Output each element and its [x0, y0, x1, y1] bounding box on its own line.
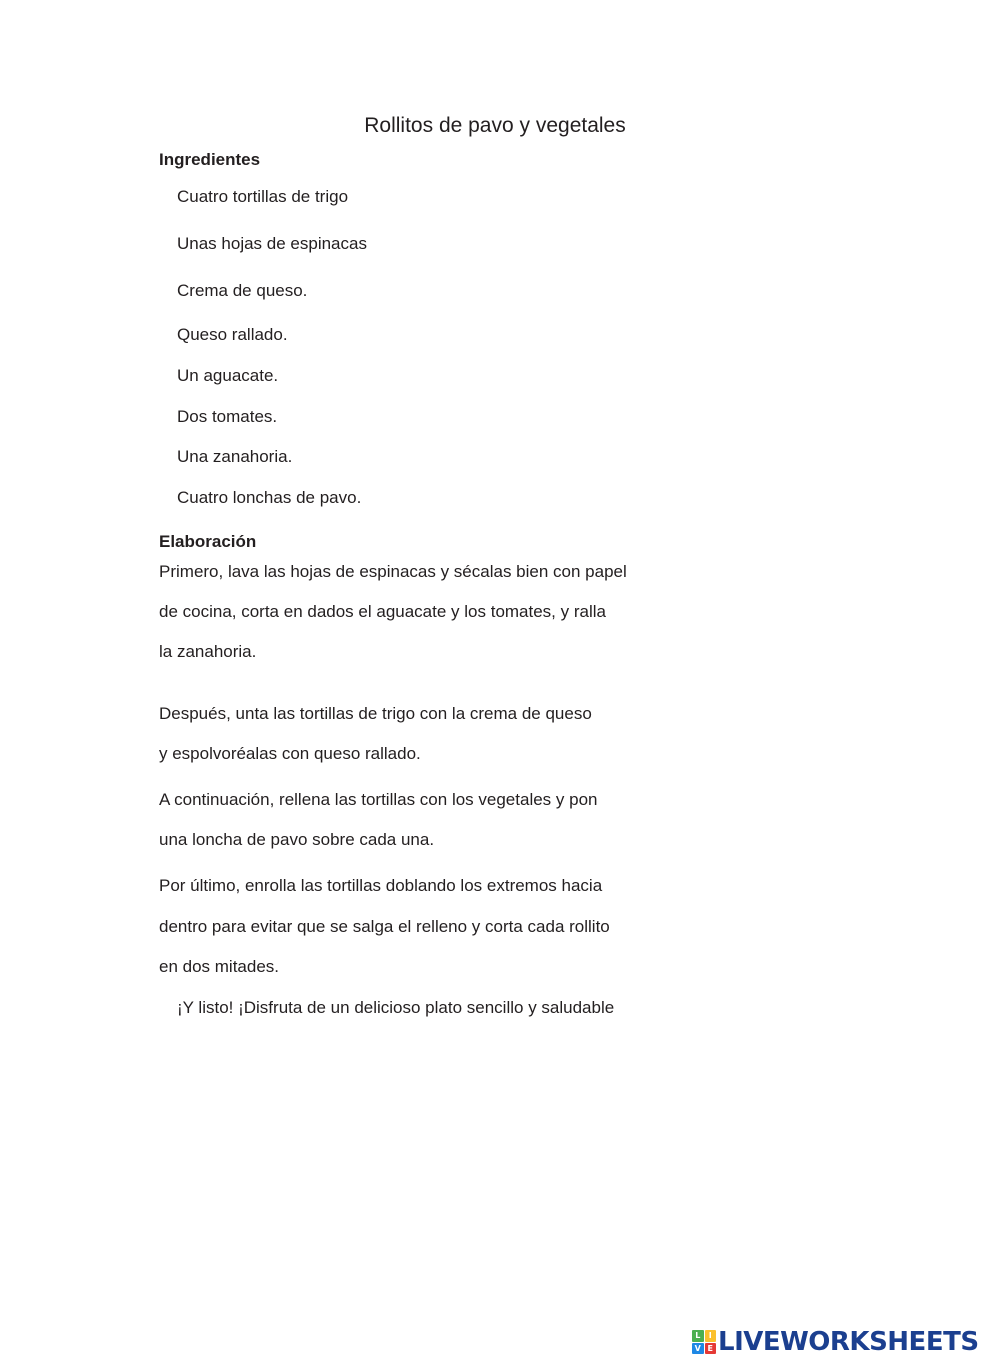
ingredient-item: Una zanahoria. [177, 447, 293, 466]
logo-mark-cell: I [705, 1330, 717, 1342]
closing-line: ¡Y listo! ¡Disfruta de un delicioso plato sencillo y saludable [177, 998, 615, 1017]
ingredient-item: Unas hojas de espinacas [177, 234, 367, 253]
elaboration-line: y espolvoréalas con queso rallado. [159, 744, 421, 763]
elaboration-line: A continuación, rellena las tortillas con los vegetales y pon [159, 790, 598, 809]
liveworksheets-logo[interactable] [692, 1328, 979, 1356]
elaboration-line: en dos mitades. [159, 957, 280, 976]
logo-mark-cell: L [692, 1330, 704, 1342]
logo-mark-cell: E [705, 1343, 717, 1355]
elaboration-line: de cocina, corta en dados el aguacate y los tomates, y ralla [159, 602, 606, 621]
recipe-title: Rollitos de pavo y vegetales [364, 114, 626, 137]
liveworksheets-logo-icon [692, 1330, 716, 1354]
elaboration-line: dentro para evitar que se salga el relleno y corta cada rollito [159, 917, 610, 936]
ingredient-item: Queso rallado. [177, 325, 288, 344]
elaboration-line: una loncha de pavo sobre cada una. [159, 830, 435, 849]
elaboration-line: Primero, lava las hojas de espinacas y sécalas bien con papel [159, 562, 627, 581]
ingredient-item: Un aguacate. [177, 366, 279, 385]
elaboration-line: la zanahoria. [159, 642, 257, 661]
ingredient-item: Crema de queso. [177, 281, 308, 300]
logo-mark-cell: V [692, 1343, 704, 1355]
elaboration-line: Después, unta las tortillas de trigo con la crema de queso [159, 704, 592, 723]
elaboration-heading: Elaboración [159, 532, 257, 551]
ingredients-heading: Ingredientes [159, 150, 261, 169]
ingredient-item: Cuatro tortillas de trigo [177, 187, 349, 206]
liveworksheets-logo-text: LIVEWORKSHEETS [718, 1327, 979, 1357]
ingredient-item: Dos tomates. [177, 407, 278, 426]
elaboration-line: Por último, enrolla las tortillas doblando los extremos hacia [159, 876, 603, 895]
ingredient-item: Cuatro lonchas de pavo. [177, 488, 362, 507]
